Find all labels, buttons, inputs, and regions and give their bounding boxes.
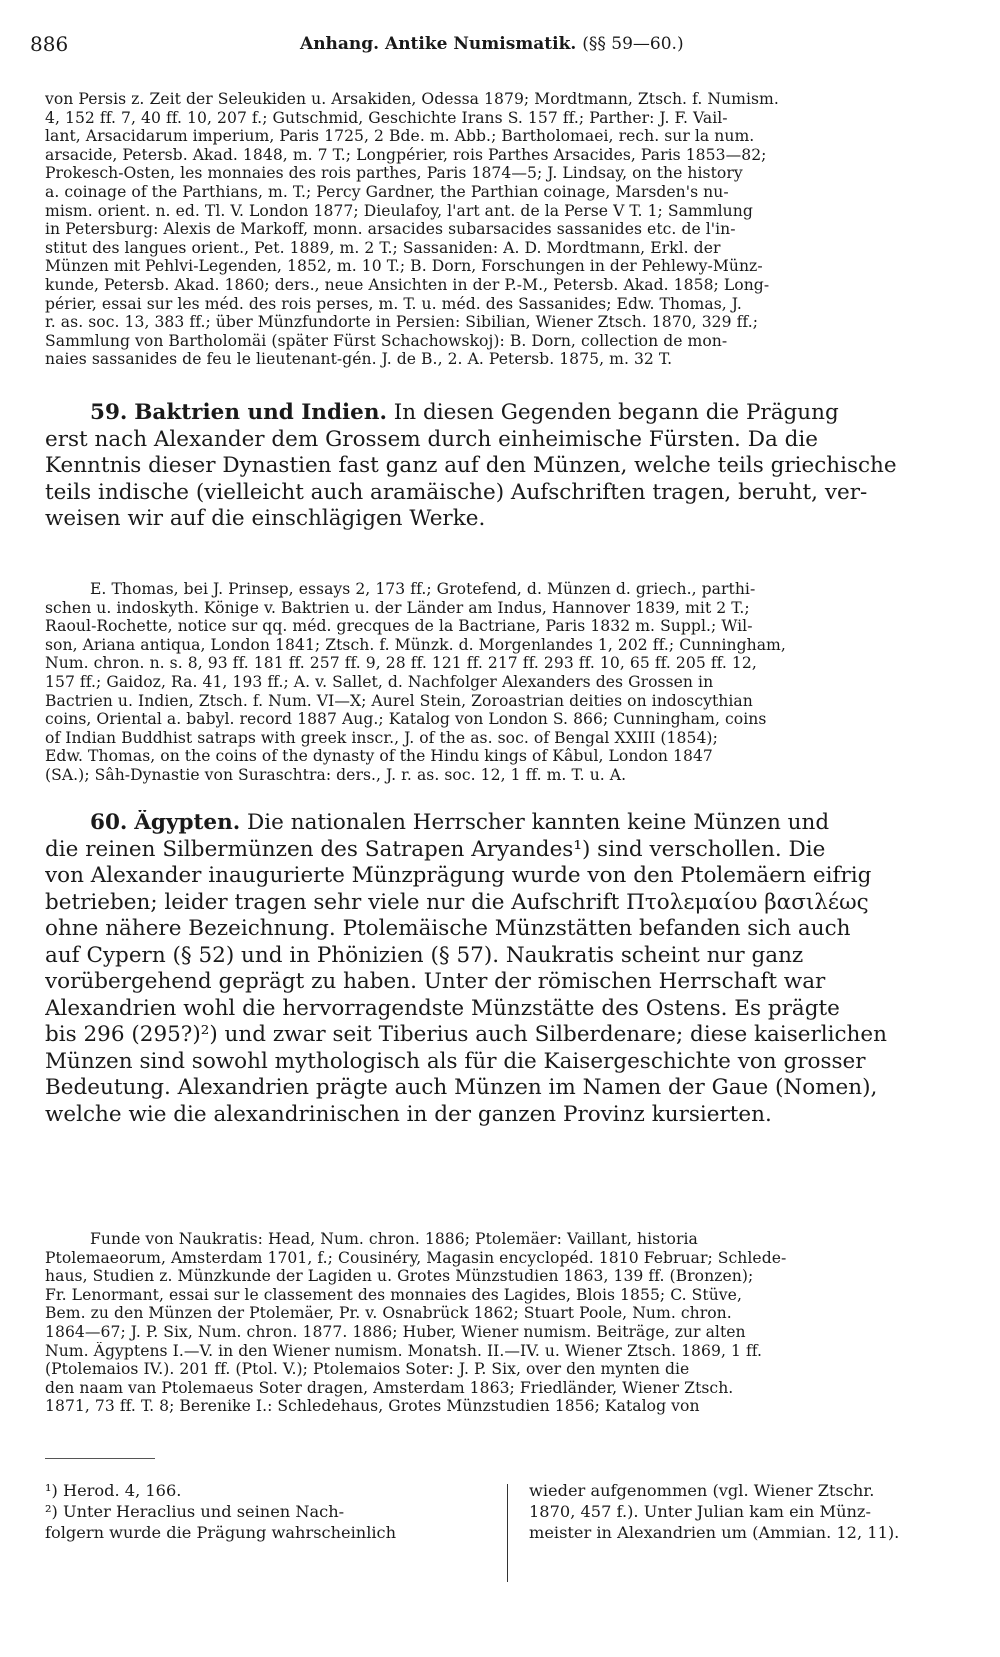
bib-line: Raoul-Rochette, notice sur qq. méd. grecques de la Bactriane, Paris 1832 m. Suppl.; Wil- — [45, 617, 753, 636]
footnotes-left-column — [45, 1480, 480, 1543]
bib-line: coins, Oriental a. babyl. record 1887 Aug.; Katalog von London S. 866; Cunningham, coins — [45, 710, 767, 729]
bib-line: stitut des langues orient., Pet. 1889, m. 2 T.; Sassaniden: A. D. Mordtmann, Erkl. der — [45, 238, 721, 257]
section-title: Baktrien und Indien. — [134, 400, 387, 425]
body-line: teils indische (vielleicht auch aramäische) Aufschriften tragen, beruht, ver- — [45, 479, 868, 505]
bib-line: Bem. zu den Münzen der Ptolemäer, Pr. v. Osnabrück 1862; Stuart Poole, Num. chron. — [45, 1304, 732, 1323]
section-59-baktrien-und-indien — [45, 400, 950, 533]
body-line: weisen wir auf die einschlägigen Werke. — [45, 506, 486, 531]
body-line: Kenntnis dieser Dynastien fast ganz auf den Münzen, welche teils griechische — [45, 453, 897, 478]
section-heading-line — [45, 810, 950, 837]
bib-line: arsacide, Petersb. Akad. 1848, m. 7 T.; Longpérier, rois Parthes Arsacides, Paris 1853—82; — [45, 145, 767, 164]
bib-line: 4, 152 ff. 7, 40 ff. 10, 207 f.; Gutschmid, Geschichte Irans S. 157 ff.; Parther: J. F. Vail- — [45, 108, 728, 127]
body-line: auf Cypern (§ 52) und in Phönizien (§ 57). Naukratis scheint nur ganz — [45, 942, 804, 968]
bib-line: in Petersburg: Alexis de Markoff, monn. arsacides subarsacides sassanides etc. de l'in- — [45, 220, 736, 239]
bib-line: von Persis z. Zeit der Seleukiden u. Arsakiden, Odessa 1879; Mordtmann, Ztsch. f. Numism. — [45, 90, 779, 108]
body-line: erst nach Alexander dem Grossem durch einheimische Fürsten. Da die — [45, 426, 818, 452]
body-line: Alexandrien wohl die hervorragendste Münzstätte des Ostens. Es prägte — [45, 995, 840, 1021]
bib-line: haus, Studien z. Münzkunde der Lagiden u. Grotes Münzstudien 1863, 139 ff. (Bronzen); — [45, 1267, 754, 1286]
page-number: 886 — [30, 32, 69, 56]
bib-line: son, Ariana antiqua, London 1841; Ztsch. f. Münzk. d. Morgenlandes 1, 202 ff.; Cunningham, — [45, 635, 786, 654]
section-number: 60. — [90, 810, 128, 835]
bib-line: of Indian Buddhist satraps with greek inscr., J. of the as. soc. of Bengal XXIII (1854); — [45, 728, 718, 747]
body-line: ohne nähere Bezeichnung. Ptolemäische Münzstätten befanden sich auch — [45, 916, 851, 941]
body-line: Münzen sind sowohl mythologisch als für die Kaisergeschichte von grosser — [45, 1048, 866, 1074]
footnotes-right-column — [529, 1480, 950, 1543]
body-line: In diesen Gegenden begann die Prägung — [386, 400, 839, 425]
bibliography-aegypten — [45, 1230, 950, 1416]
bib-line: 1864—67; J. P. Six, Num. chron. 1877. 1886; Huber, Wiener numism. Beiträge, zur alten — [45, 1322, 746, 1341]
bib-line: périer, essai sur les méd. des rois perses, m. T. u. méd. des Sassanides; Edw. Thomas, J. — [45, 294, 742, 313]
bib-line: mism. orient. n. ed. Tl. V. London 1877; Dieulafoy, l'art ant. de la Perse V T. 1; Sammlung — [45, 201, 753, 220]
bib-line: lant, Arsacidarum imperium, Paris 1725, 2 Bde. m. Abb.; Bartholomaei, rech. sur la num. — [45, 127, 755, 146]
bib-line: (Ptolemaios IV.). 201 ff. (Ptol. V.); Ptolemaios Soter: J. P. Six, over den mynten die — [45, 1360, 690, 1379]
bib-line: Fr. Lenormant, essai sur le classement des monnaies des Lagides, Blois 1855; C. Stüve, — [45, 1285, 742, 1304]
bib-line: (SA.); Sâh-Dynastie von Suraschtra: ders., J. r. as. soc. 12, 1 ff. m. T. u. A. — [45, 765, 627, 784]
footnote-divider — [45, 1458, 155, 1459]
footnote-column-rule — [507, 1484, 508, 1582]
running-head — [300, 34, 684, 54]
body-line: welche wie die alexandrinischen in der ganzen Provinz kursierten. — [45, 1101, 772, 1127]
bib-line: Bactrien u. Indien, Ztsch. f. Num. VI—X; Aurel Stein, Zoroastrian deities on indoscythian — [45, 691, 753, 710]
section-title: Ägypten. — [134, 810, 241, 835]
footnote-line: wieder aufgenommen (vgl. Wiener Ztschr. — [529, 1481, 875, 1500]
bib-line: a. coinage of the Parthians, m. T.; Percy Gardner, the Parthian coinage, Marsden's nu- — [45, 182, 729, 201]
bib-line: Num. chron. n. s. 8, 93 ff. 181 ff. 257 ff. 9, 28 ff. 121 ff. 217 ff. 293 ff. 10, 65 ff. 205 ff. 12, — [45, 654, 757, 673]
footnote-line: folgern wurde die Prägung wahrscheinlich — [45, 1523, 397, 1542]
body-line: von Alexander inaugurierte Münzprägung wurde von den Ptolemäern eifrig — [45, 863, 872, 888]
body-line: die reinen Silbermünzen des Satrapen Aryandes¹) sind verschollen. Die — [45, 836, 826, 862]
running-title: Anhang. Antike Numismatik. — [300, 34, 577, 54]
body-line: Die nationalen Herrscher kannten keine Münzen und — [240, 810, 830, 835]
footnote-line: ²) Unter Heraclius und seinen Nach- — [45, 1502, 345, 1521]
body-line: bis 296 (295?)²) und zwar seit Tiberius auch Silberdenare; diese kaiserlichen — [45, 1022, 887, 1047]
bib-line: Edw. Thomas, on the coins of the dynasty of the Hindu kings of Kâbul, London 1847 — [45, 747, 713, 766]
bib-line: Münzen mit Pehlvi-Legenden, 1852, m. 10 T.; B. Dorn, Forschungen in der Pehlewy-Münz- — [45, 257, 763, 276]
bib-line: 1871, 73 ff. T. 8; Berenike I.: Schledehaus, Grotes Münzstudien 1856; Katalog von — [45, 1397, 700, 1416]
bib-line: naies sassanides de feu le lieutenant-gén. J. de B., 2. A. Petersb. 1875, m. 32 T. — [45, 350, 673, 369]
body-line: betrieben; leider tragen sehr viele nur die Aufschrift Πτολεμαίου βασιλέως — [45, 889, 869, 915]
bib-line: Prokesch-Osten, les monnaies des rois parthes, Paris 1874—5; J. Lindsay, on the history — [45, 164, 743, 183]
footnotes — [45, 1480, 950, 1600]
body-line: vorübergehend geprägt zu haben. Unter der römischen Herrschaft war — [45, 969, 826, 994]
running-paragraphs: (§§ 59—60.) — [582, 34, 684, 54]
bib-line: r. as. soc. 13, 383 ff.; über Münzfundorte in Persien: Sibilian, Wiener Ztsch. 1870, 329 ff.; — [45, 313, 759, 332]
bib-line: E. Thomas, bei J. Prinsep, essays 2, 173 ff.; Grotefend, d. Münzen d. griech., parthi- — [90, 580, 756, 598]
bib-line: kunde, Petersb. Akad. 1860; ders., neue Ansichten in der P.-M., Petersb. Akad. 1858; Long- — [45, 275, 770, 294]
bib-line: Num. Ägyptens I.—V. in den Wiener numism. Monatsh. II.—IV. u. Wiener Ztsch. 1869, 1 ff. — [45, 1341, 763, 1360]
bib-line: Sammlung von Bartholomäi (später Fürst Schachowskoj): B. Dorn, collection de mon- — [45, 331, 728, 350]
bibliography-baktrien — [45, 580, 950, 785]
bib-line: Funde von Naukratis: Head, Num. chron. 1886; Ptolemäer: Vaillant, historia — [90, 1230, 698, 1248]
bib-line: Ptolemaeorum, Amsterdam 1701, f.; Cousinéry, Magasin encyclopéd. 1810 Februar; Schlede- — [45, 1248, 787, 1267]
footnote-line: 1870, 457 f.). Unter Julian kam ein Münz- — [529, 1502, 871, 1521]
section-60-aegypten — [45, 810, 950, 1128]
footnote-line: meister in Alexandrien um (Ammian. 12, 11). — [529, 1523, 900, 1542]
bib-line: den naam van Ptolemaeus Soter dragen, Amsterdam 1863; Friedländer, Wiener Ztsch. — [45, 1378, 734, 1397]
bib-line: schen u. indoskyth. Könige v. Baktrien u. der Länder am Indus, Hannover 1839, mit 2 T.; — [45, 598, 750, 617]
section-heading-line — [45, 400, 950, 427]
section-number: 59. — [90, 400, 128, 425]
footnote-line: ¹) Herod. 4, 166. — [45, 1481, 182, 1500]
body-line: Bedeutung. Alexandrien prägte auch Münzen im Namen der Gaue (Nomen), — [45, 1075, 878, 1100]
page-header — [0, 32, 1000, 68]
bibliography-parther-sassaniden — [45, 90, 950, 369]
bib-line: 157 ff.; Gaidoz, Ra. 41, 193 ff.; A. v. Sallet, d. Nachfolger Alexanders des Grossen in — [45, 672, 714, 691]
